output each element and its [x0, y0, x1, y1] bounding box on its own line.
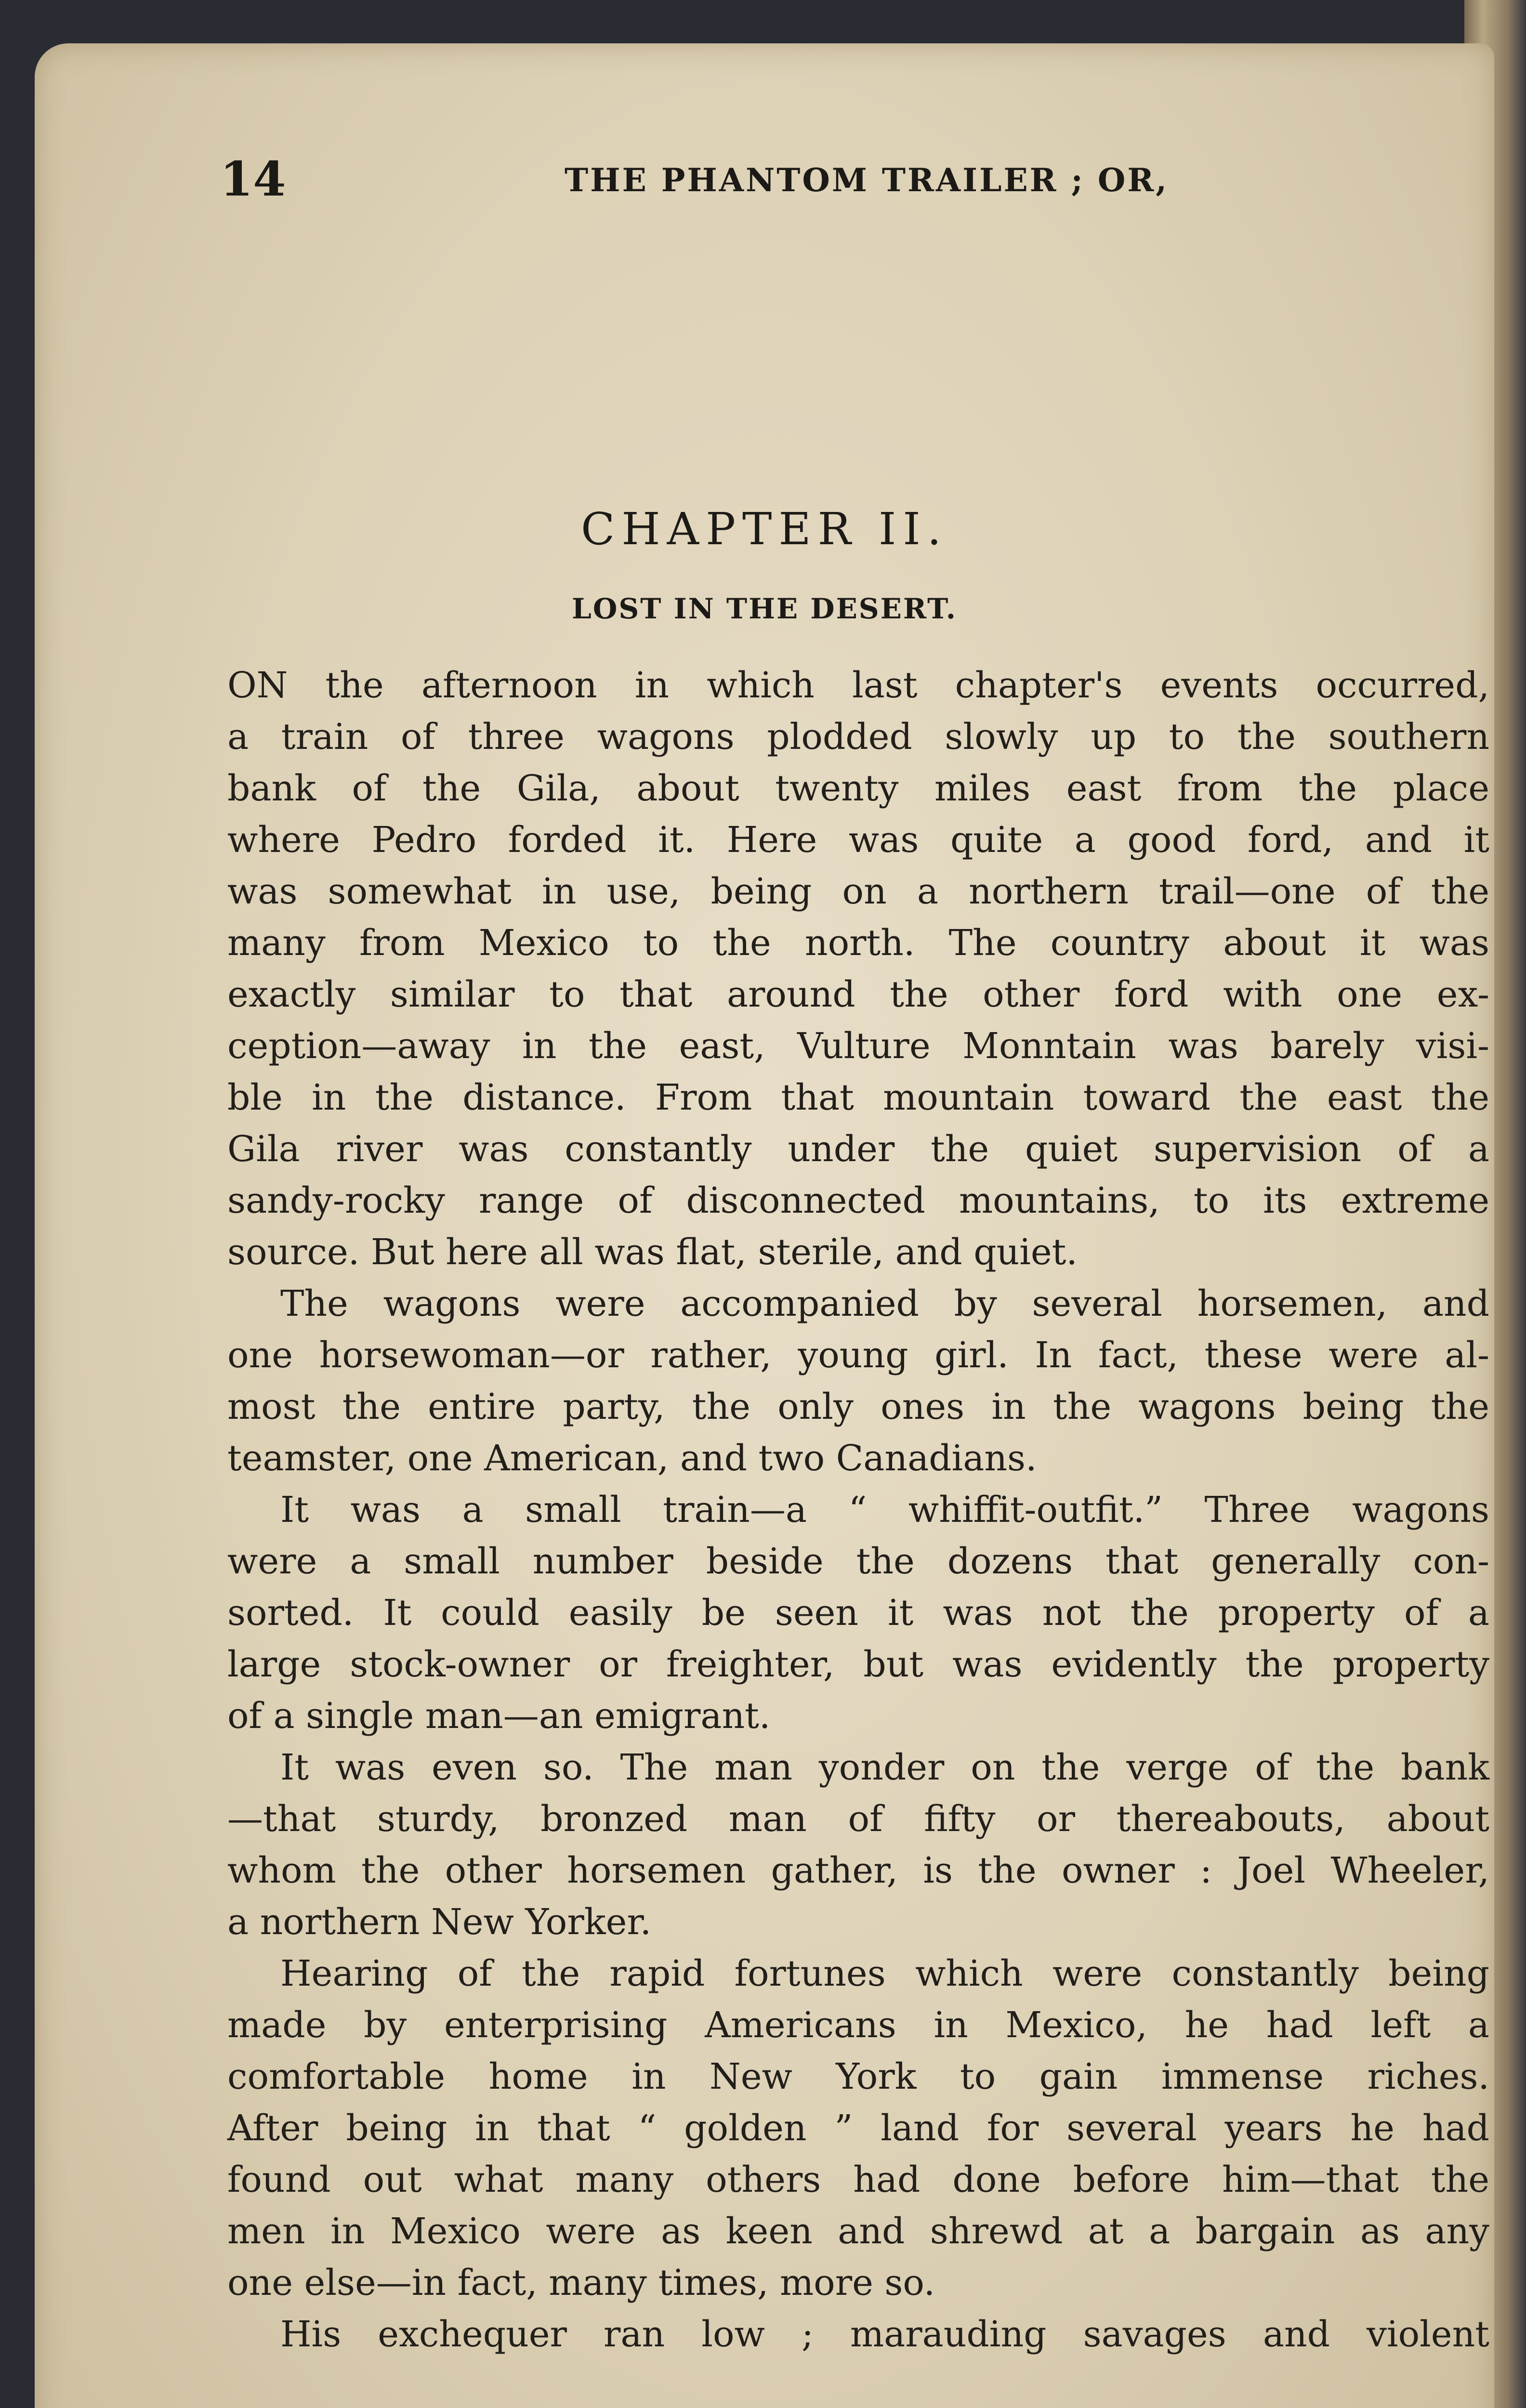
text-line: found out what many others had done before him—that the — [227, 2159, 1489, 2200]
text-line: —that sturdy, bronzed man of fifty or thereabouts, about — [227, 1798, 1489, 1840]
text-line: sandy-rocky range of disconnected mountains, to its extreme — [227, 1180, 1489, 1221]
text-line: of a single man—an emigrant. — [227, 1695, 771, 1737]
text-line: Hearing of the rapid fortunes which were constantly being — [280, 1953, 1489, 1994]
text-line: His exchequer ran low ; marauding savages and violent — [280, 2314, 1489, 2355]
text-line: large stock-owner or freighter, but was evidently the property — [227, 1644, 1489, 1685]
text-line: sorted. It could easily be seen it was not the property of a — [227, 1592, 1489, 1634]
text-line: bank of the Gila, about twenty miles east from the place — [227, 768, 1489, 809]
chapter-title: CHAPTER II. — [581, 503, 948, 555]
chapter-subtitle: LOST IN THE DESERT. — [572, 592, 957, 625]
page-number: 14 — [220, 152, 286, 207]
text-line: source. But here all was flat, sterile, and quiet. — [227, 1231, 1078, 1273]
book-page — [35, 43, 1494, 2408]
text-line: where Pedro forded it. Here was quite a good ford, and it — [227, 819, 1489, 861]
text-line: many from Mexico to the north. The country about it was — [227, 922, 1489, 964]
text-line: one horsewoman—or rather, young girl. In fact, these were al- — [227, 1335, 1489, 1376]
text-line: ception—away in the east, Vulture Monntain was barely visi- — [227, 1025, 1489, 1067]
text-line: a train of three wagons plodded slowly up to the southern — [227, 716, 1489, 758]
text-line: teamster, one American, and two Canadians. — [227, 1438, 1037, 1479]
text-line: most the entire party, the only ones in the wagons being the — [227, 1386, 1489, 1427]
text-line: comfortable home in New York to gain immense riches. — [227, 2056, 1489, 2097]
text-line: After being in that “ golden ” land for several years he had — [227, 2107, 1489, 2149]
text-line: one else—in fact, many times, more so. — [227, 2262, 935, 2303]
text-line: Gila river was constantly under the quiet supervision of a — [227, 1128, 1489, 1170]
text-line: whom the other horsemen gather, is the owner : Joel Wheeler, — [227, 1850, 1489, 1891]
text-line: ble in the distance. From that mountain toward the east the — [227, 1077, 1489, 1118]
body-text — [227, 660, 1489, 2360]
text-line: were a small number beside the dozens that generally con- — [227, 1541, 1489, 1582]
text-line: men in Mexico were as keen and shrewd at a bargain as any — [227, 2211, 1489, 2252]
text-line: made by enterprising Americans in Mexico, he had left a — [227, 2004, 1489, 2046]
page-header — [35, 152, 1494, 224]
text-line: It was even so. The man yonder on the verge of the bank — [280, 1747, 1489, 1788]
text-line: was somewhat in use, being on a northern trail—one of the — [227, 871, 1489, 912]
text-line: The wagons were accompanied by several horsemen, and — [280, 1283, 1489, 1324]
text-line: exactly similar to that around the other ford with one ex- — [227, 974, 1489, 1015]
text-line: ON the afternoon in which last chapter's events occurred, — [227, 665, 1489, 706]
running-head: THE PHANTOM TRAILER ; OR, — [565, 161, 1169, 199]
text-line: It was a small train—a “ whiffit-outfit.” Three wagons — [280, 1489, 1489, 1531]
text-line: a northern New Yorker. — [227, 1901, 652, 1943]
